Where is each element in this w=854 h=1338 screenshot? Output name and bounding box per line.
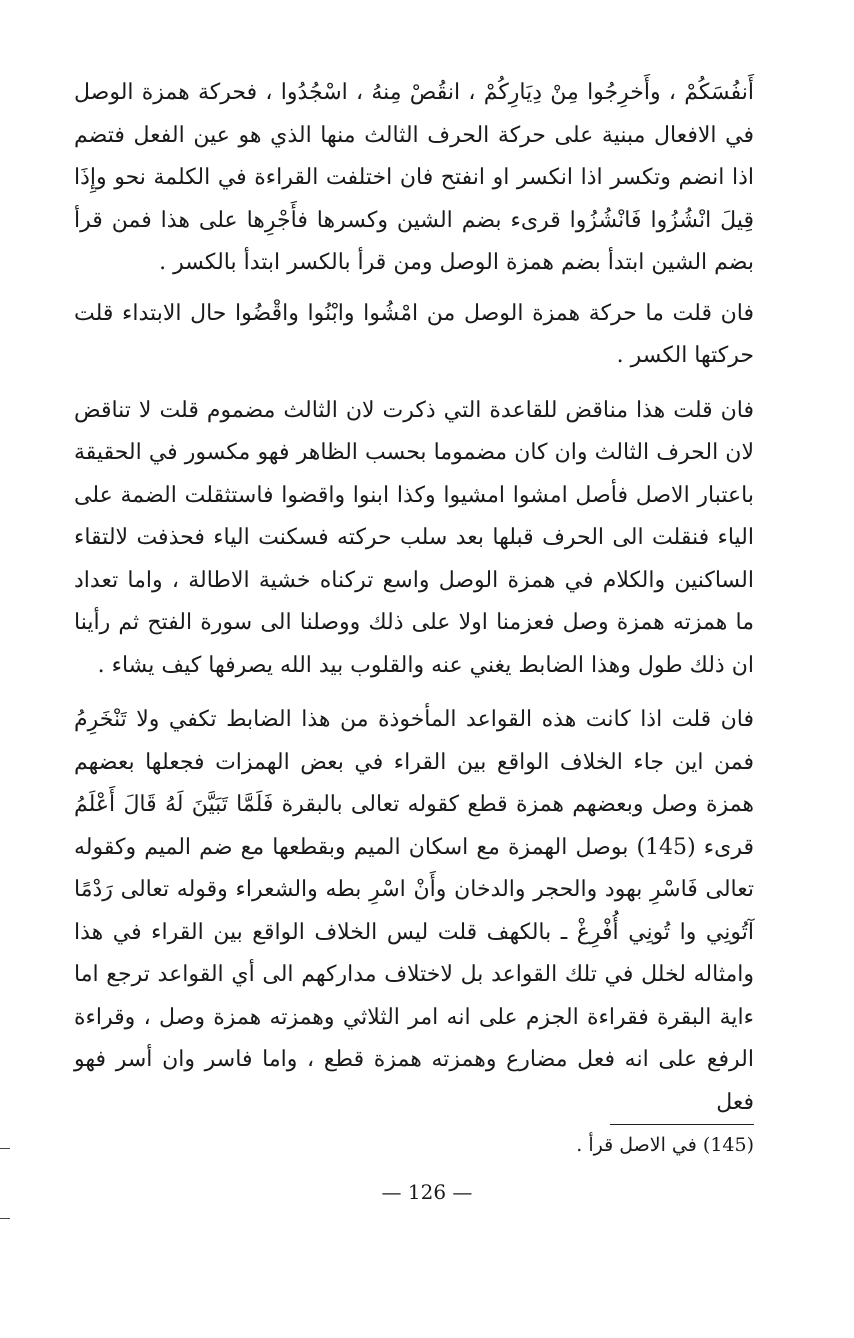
paragraph-reciters-disagreement: فان قلت اذا كانت هذه القواعد المأخوذة من هذا الضابط تكفي ولا تَنْخَرِمُ فمن اين جاء الخلاف الواقع بين القراء في بعض الهمزات فجعلها بعضهم همزة وصل وبعضهم همزة قطع كقوله تعالى بالبقرة فَلَمَّا تَبَيَّنَ لَهُ قَالَ أَعْلَمُ قرىء (145) بوصل الهمزة مع اسكان الميم وبقطعها مع ضم الميم وكقوله تعالى فَاسْرِ بهود والحجر والدخان وأَنْ اسْرِ بطه والشعراء وقوله تعالى رَدْمًا آتُونِي وا تُونِي أُفْرِغْ ـ بالكهف قلت ليس الخلاف الواقع بين القراء في هذا وامثاله لخلل في تلك القواعد بل لاختلاف مداركهم الى أي القواعد ترجع اما ءاية البقرة فقراءة الجزم على انه امر الثلاثي وهمزته همزة وصل ، وقراءة الرفع على انه فعل مضارع وهمزته همزة قطع ، واما فاسر وان أسر فهو فعل <box>74 707 754 1115</box>
scan-edge-mark <box>0 1218 10 1219</box>
paragraph-contradiction-reply: فان قلت هذا مناقض للقاعدة التي ذكرت لان الثالث مضموم قلت لا تناقض لان الحرف الثالث وان كان مضموما بحسب الظاهر فهو مكسور في الحقيقة باعتبار الاصل فأصل امشوا امشيوا وكذا ابنوا واقضوا فاستثقلت الضمة على الياء فنقلت الى الحرف قبلها بعد سلب حركته فسكنت الياء فحذفت لالتقاء الساكنين والكلام في همزة الوصل واسع تركناه خشية الاطالة ، واما تعداد ما همزته همزة وصل فعزمنا اولا على ذلك ووصلنا الى سورة الفتح ثم رأينا ان ذلك طول وهذا الضابط يغني عنه والقلوب بيد الله يصرفها كيف يشاء . <box>74 397 754 678</box>
footnote-divider <box>610 1124 754 1125</box>
scan-edge-mark <box>0 1148 10 1149</box>
page-number: — 126 — <box>381 1180 473 1204</box>
footnote: (145) في الاصل قرأ . <box>576 1134 754 1156</box>
paragraph-hamzat-al-wasl-verbs: أَنفُسَكُمْ ، وأَخرِجُوا مِنْ دِيَارِكُمْ ، انقُصْ مِنهُ ، اسْجُدُوا ، فحركة همزة الوصل في الافعال مبنية على حركة الحرف الثالث منها الذي هو عين الفعل فتضم اذا انضم وتكسر اذا انكسر او انفتح فان اختلفت القراءة في الكلمة نحو وإِذَا قِيلَ انْشُزُوا فَانْشُزُوا قرىء بضم الشين وكسرها فأَجْرِها على هذا فمن قرأ بضم الشين ابتدأ بضم همزة الوصل ومن قرأ بالكسر ابتدأ بالكسر . <box>74 80 754 275</box>
paragraph-question-imperatives: فان قلت ما حركة همزة الوصل من امْشُوا وابْنُوا واقْضُوا حال الابتداء قلت حركتها الكسر . <box>74 300 754 368</box>
page-body <box>74 72 754 1124</box>
